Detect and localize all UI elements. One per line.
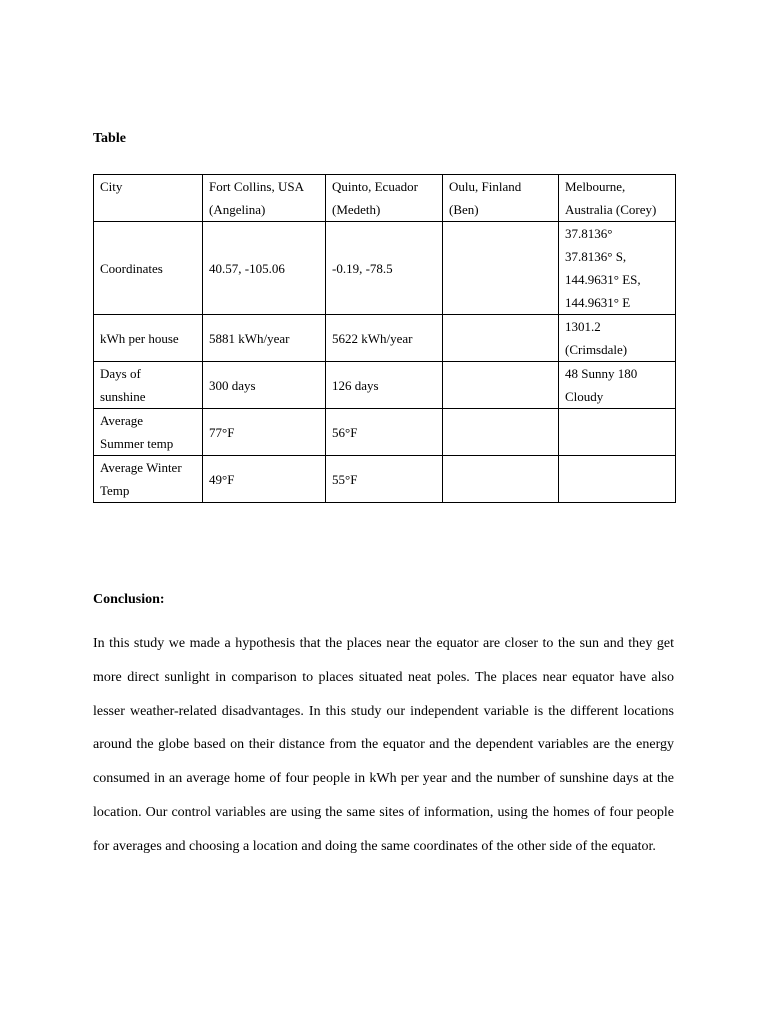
- conclusion-heading: Conclusion:: [93, 592, 165, 607]
- table-header-cell: Quinto, Ecuador (Medeth): [326, 175, 443, 222]
- table-cell: [443, 222, 559, 315]
- data-table: [93, 174, 676, 503]
- table-cell: 48 Sunny 180 Cloudy: [559, 362, 676, 409]
- table-header-cell: Oulu, Finland (Ben): [443, 175, 559, 222]
- table-cell: 5881 kWh/year: [203, 315, 326, 362]
- table-heading: Table: [93, 131, 126, 146]
- table-row: [94, 362, 676, 409]
- table-cell: 55°F: [326, 456, 443, 503]
- table-row: [94, 315, 676, 362]
- table-header-row: [94, 175, 676, 222]
- table-cell: Average Winter Temp: [94, 456, 203, 503]
- table-cell: 126 days: [326, 362, 443, 409]
- table-cell: 5622 kWh/year: [326, 315, 443, 362]
- table-cell: [559, 456, 676, 503]
- table-row: [94, 409, 676, 456]
- table-header-cell: City: [94, 175, 203, 222]
- table-cell: Average Summer temp: [94, 409, 203, 456]
- table-cell: 300 days: [203, 362, 326, 409]
- table-cell: 49°F: [203, 456, 326, 503]
- table-cell: 56°F: [326, 409, 443, 456]
- table-cell: 37.8136° 37.8136° S, 144.9631° ES, 144.9631° E: [559, 222, 676, 315]
- conclusion-paragraph: In this study we made a hypothesis that the places near the equator are closer to the sun and they get more direct sunlight in comparison to places situated neat poles. The places near equator have also lesser weather-related disadvantages. In this study our independent variable is the different locations around the globe based on their distance from the equator and the dependent variables are the energy consumed in an average home of four people in kWh per year and the number of sunshine days at the location. Our control variables are using the same sites of information, using the homes of four people for averages and choosing a location and doing the same coordinates of the other side of the equator.: [93, 636, 674, 854]
- table-cell: -0.19, -78.5: [326, 222, 443, 315]
- table-cell: kWh per house: [94, 315, 203, 362]
- table-cell: 1301.2 (Crimsdale): [559, 315, 676, 362]
- table-cell: [443, 315, 559, 362]
- table-cell: [559, 409, 676, 456]
- table-cell: [443, 456, 559, 503]
- table-header-cell: Fort Collins, USA (Angelina): [203, 175, 326, 222]
- table-cell: 40.57, -105.06: [203, 222, 326, 315]
- table-cell: Days of sunshine: [94, 362, 203, 409]
- table-cell: Coordinates: [94, 222, 203, 315]
- table-cell: [443, 362, 559, 409]
- table-header-cell: Melbourne, Australia (Corey): [559, 175, 676, 222]
- table-cell: 77°F: [203, 409, 326, 456]
- table-row: [94, 456, 676, 503]
- table-row: [94, 222, 676, 315]
- table-cell: [443, 409, 559, 456]
